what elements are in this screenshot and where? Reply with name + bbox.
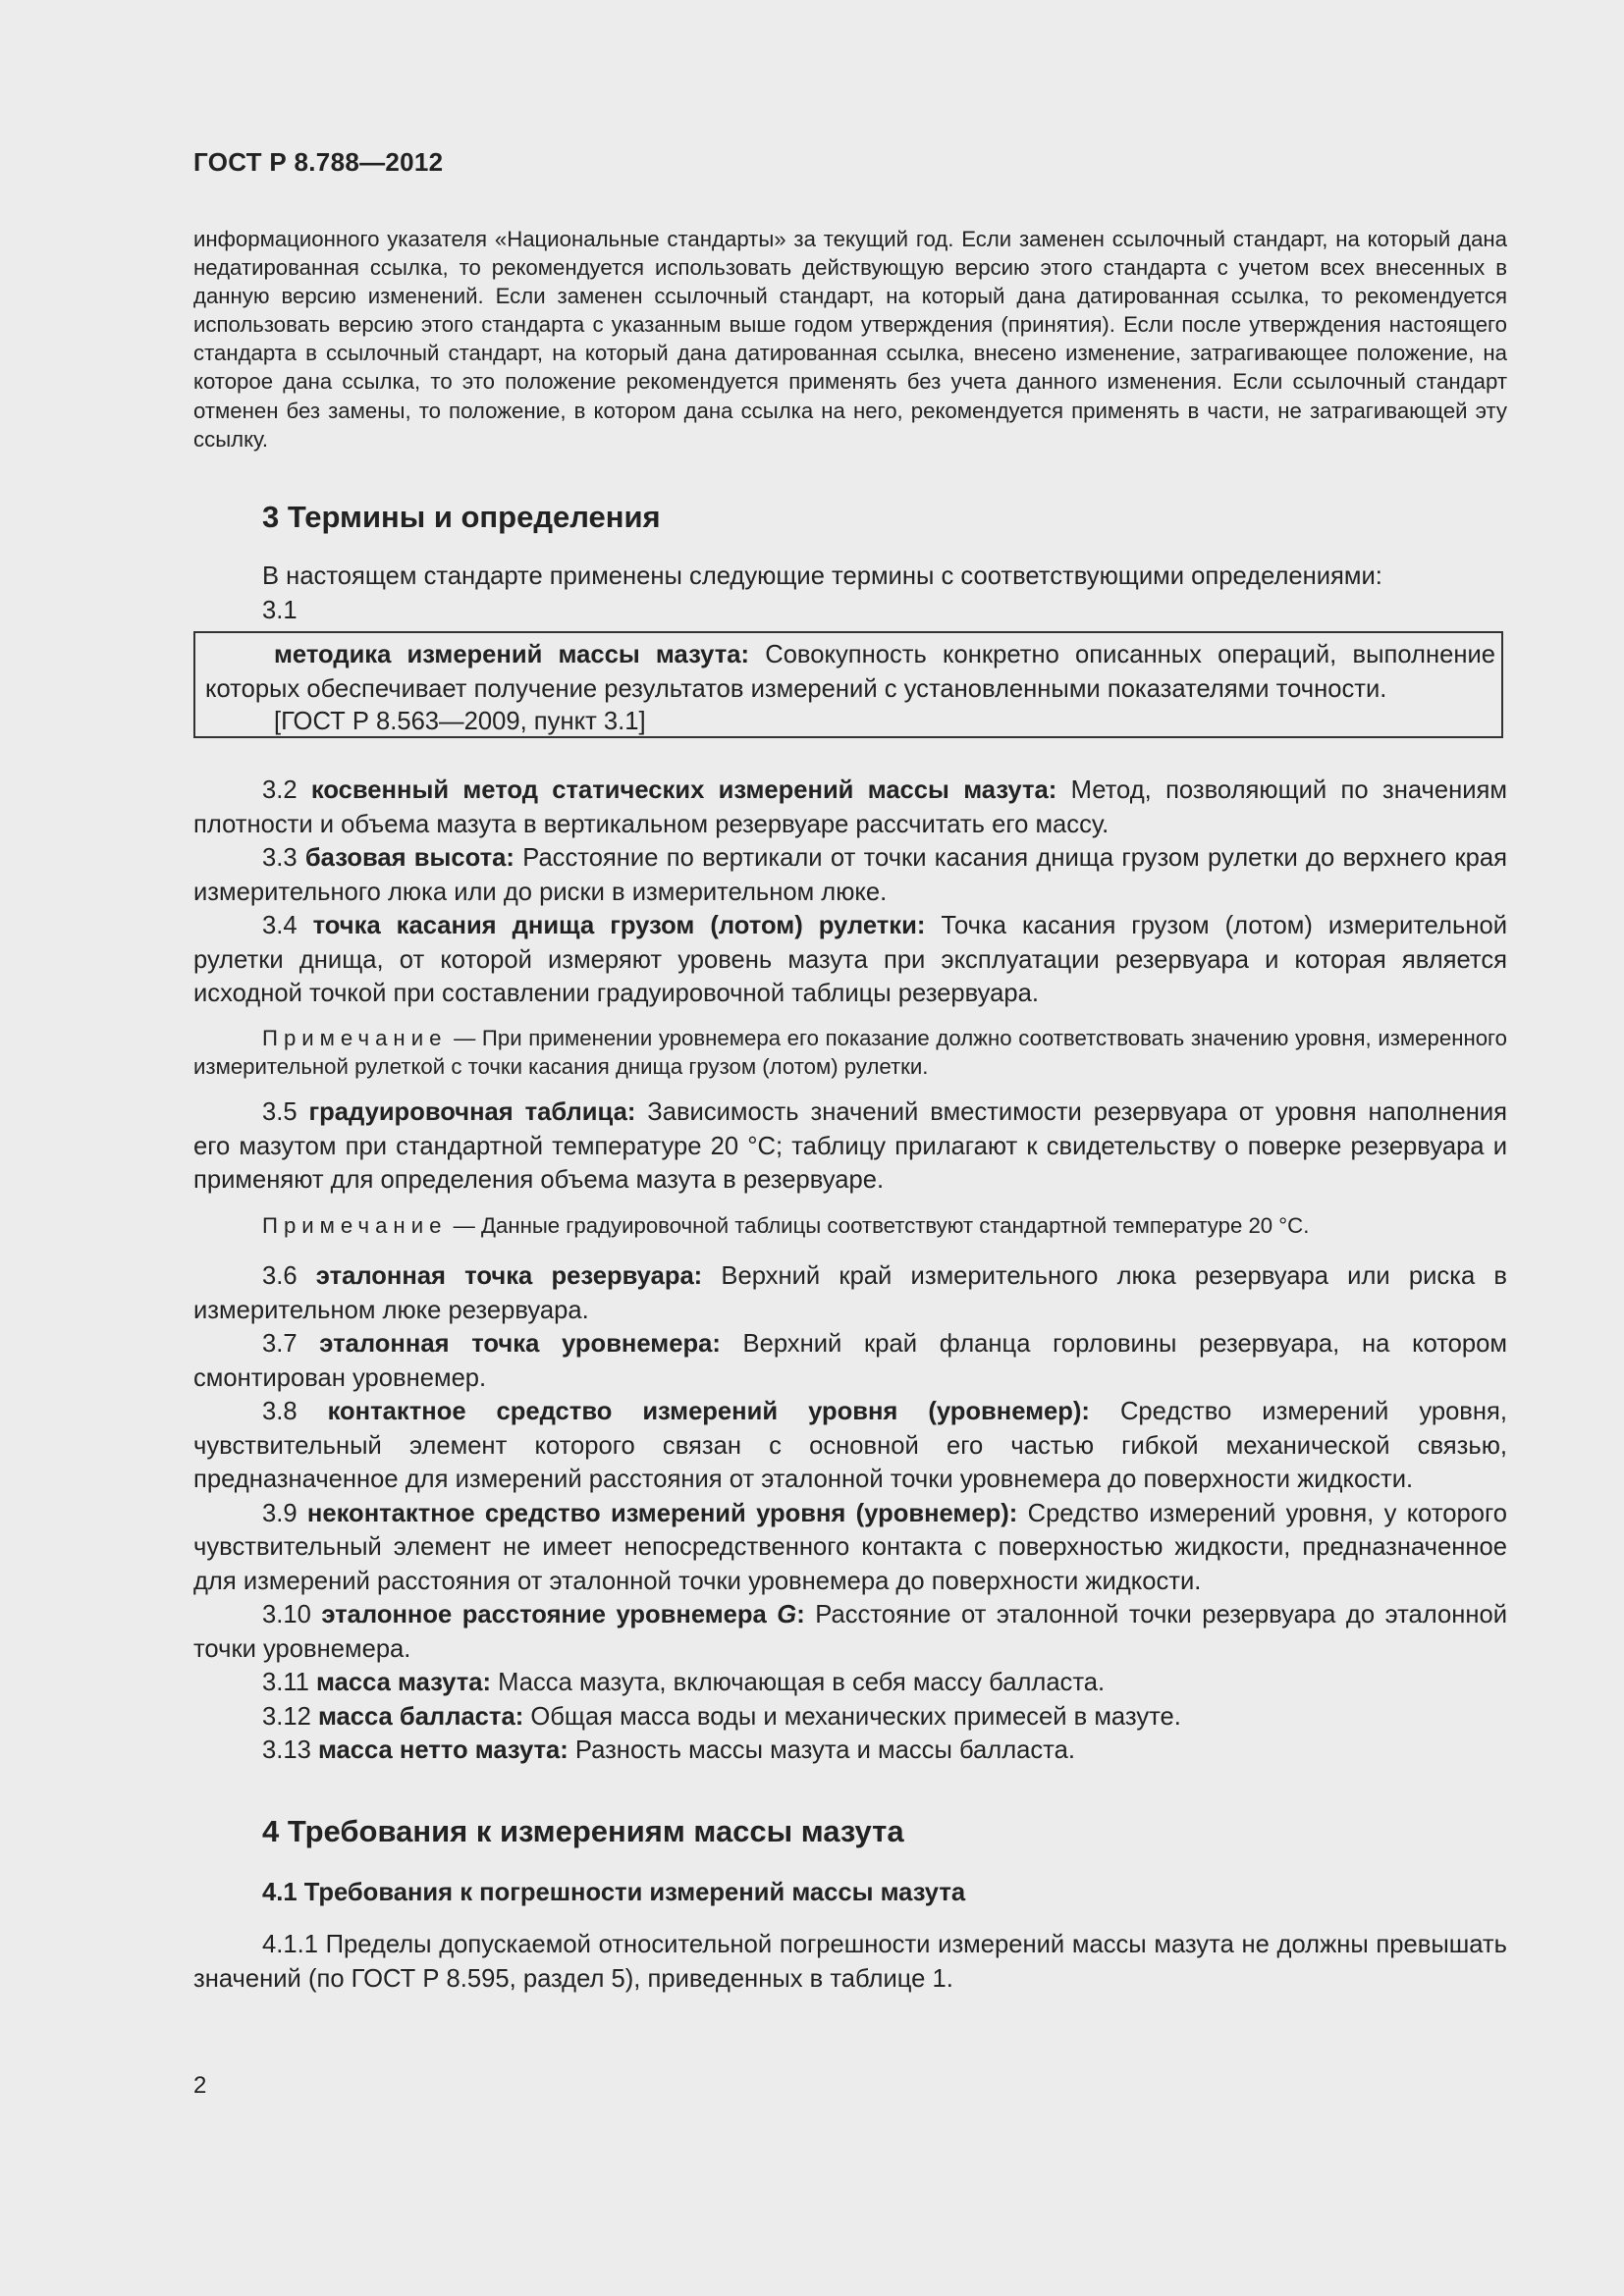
intro-paragraph: информационного указателя «Национальные стандарты» за текущий год. Если заменен ссылочный стандарт, на который дана недатированная ссылка, то рекомендуется использовать действующую версию этого стандарта с учетом всех внесенных в данную версию изменений. Если заменен ссылочный стандарт, на который дана датированная ссылка, то рекомендуется использовать версию этого стандарта с указанным выше годом утверждения (принятия). Если после утверждения настоящего стандарта в ссылочный стандарт, на который дана датированная ссылка, внесено изменение, затрагивающее положение, на которое дана ссылка, то это положение рекомендуется применять без учета данного изменения. Если ссылочный стандарт отменен без замены, то положение, в котором дана ссылка на него, рекомендуется применять в части, не затрагивающей эту ссылку. bbox=[193, 227, 1507, 452]
term-3-2: 3.2 косвенный метод статических измерений массы мазута: Метод, позволяющий по значениям плотности и объема мазута в вертикальном резервуаре рассчитать его массу. bbox=[193, 776, 1507, 838]
term-3-8: 3.8 контактное средство измерений уровня (уровнемер): Средство измерений уровня, чувствительный элемент которого связан с основной его частью гибкой механической связью, предназначенное для измерений расстояния от эталонной точки уровнемера до поверхности жидкости. bbox=[193, 1398, 1508, 1493]
term-3-1-box bbox=[193, 631, 1503, 738]
section-4-title: 4 Требования к измерениям массы мазута bbox=[262, 1814, 904, 1848]
term-3-11: 3.11 масса мазута: Масса мазута, включающая в себя массу балласта. bbox=[262, 1669, 1106, 1696]
section-3-intro: В настоящем стандарте применены следующие термины с соответствующими определениями: bbox=[262, 562, 1382, 590]
term-3-1-text: Совокупность конкретно описанных операций, выполнение которых обеспечивает получение результатов измерений с установленными показателями точности. bbox=[205, 641, 1495, 703]
page-number: 2 bbox=[193, 2072, 207, 2099]
terms-block-2 bbox=[193, 1095, 1507, 1198]
term-3-1 bbox=[205, 638, 1495, 706]
term-3-13: 3.13 масса нетто мазута: Разность массы мазута и массы балласта. bbox=[262, 1736, 1075, 1764]
term-3-1-ref: [ГОСТ Р 8.563—2009, пункт 3.1] bbox=[274, 708, 646, 735]
term-3-7: 3.7 эталонная точка уровнемера: Верхний край фланца горловины резервуара, на котором смонтирован уровнемер. bbox=[193, 1330, 1507, 1392]
term-3-12: 3.12 масса балласта: Общая масса воды и механических примесей в мазуте. bbox=[262, 1702, 1181, 1731]
term-3-10: 3.10 эталонное расстояние уровнемера G: Расстояние от эталонной точки резервуара до эталонной точки уровнемера. bbox=[193, 1601, 1507, 1663]
term-3-6: 3.6 эталонная точка резервуара: Верхний край измерительного люка резервуара или риска в измерительном люке резервуара. bbox=[193, 1262, 1507, 1324]
note-1 bbox=[193, 1024, 1507, 1081]
section-3-intro-block bbox=[193, 560, 1507, 627]
term-3-9: 3.9 неконтактное средство измерений уровня (уровнемер): Средство измерений уровня, у которого чувствительный элемент не имеет непосредственного контакта с поверхностью жидкости, предназначенное для измерений расстояния от эталонной точки уровнемера до поверхности жидкости. bbox=[193, 1499, 1507, 1595]
term-3-4: 3.4 точка касания днища грузом (лотом) рулетки: Точка касания грузом (лотом) измерительной рулетки днища, от которой измеряют уровень мазута при эксплуатации резервуара и которая является исходной точкой при составлении градуировочной таблицы резервуара. bbox=[193, 912, 1507, 1007]
note-1-text: — При применении уровнемера его показание должно соответствовать значению уровня, измеренного измерительной рулеткой с точки касания днища грузом (лотом) рулетки. bbox=[193, 1026, 1507, 1080]
note-2-text: — Данные градуировочной таблицы соответствуют стандартной температуре 20 °С. bbox=[447, 1213, 1310, 1238]
section-4-1-title: 4.1 Требования к погрешности измерений массы мазута bbox=[262, 1879, 966, 1906]
document-header: ГОСТ Р 8.788—2012 bbox=[193, 147, 444, 177]
note-2 bbox=[193, 1211, 1507, 1240]
terms-block-1 bbox=[193, 774, 1507, 1011]
section-4-1-1-text: 4.1.1 Пределы допускаемой относительной погрешности измерений массы мазута не должны превышать значений (по ГОСТ Р 8.595, раздел 5), приведенных в таблице 1. bbox=[193, 1931, 1507, 1993]
term-3-3: 3.3 базовая высота: Расстояние по вертикали от точки касания днища грузом рулетки до верхнего края измерительного люка или до риски в измерительном люке. bbox=[193, 844, 1507, 906]
term-3-5: 3.5 градуировочная таблица: Зависимость значений вместимости резервуара от уровня наполнения его мазутом при стандартной температуре 20 °С; таблицу прилагают к свидетельству о поверке резервуара и применяют для определения объема мазута в резервуаре. bbox=[193, 1098, 1508, 1194]
note-2-label: Примечание bbox=[262, 1213, 448, 1238]
note-1-label: Примечание bbox=[262, 1026, 448, 1050]
term-3-1-term: методика измерений массы мазута: bbox=[274, 641, 749, 668]
section-4-1-1 bbox=[193, 1928, 1507, 1996]
term-3-1-number: 3.1 bbox=[262, 596, 298, 624]
terms-block-3 bbox=[193, 1259, 1507, 1768]
section-3-title: 3 Термины и определения bbox=[262, 500, 661, 534]
